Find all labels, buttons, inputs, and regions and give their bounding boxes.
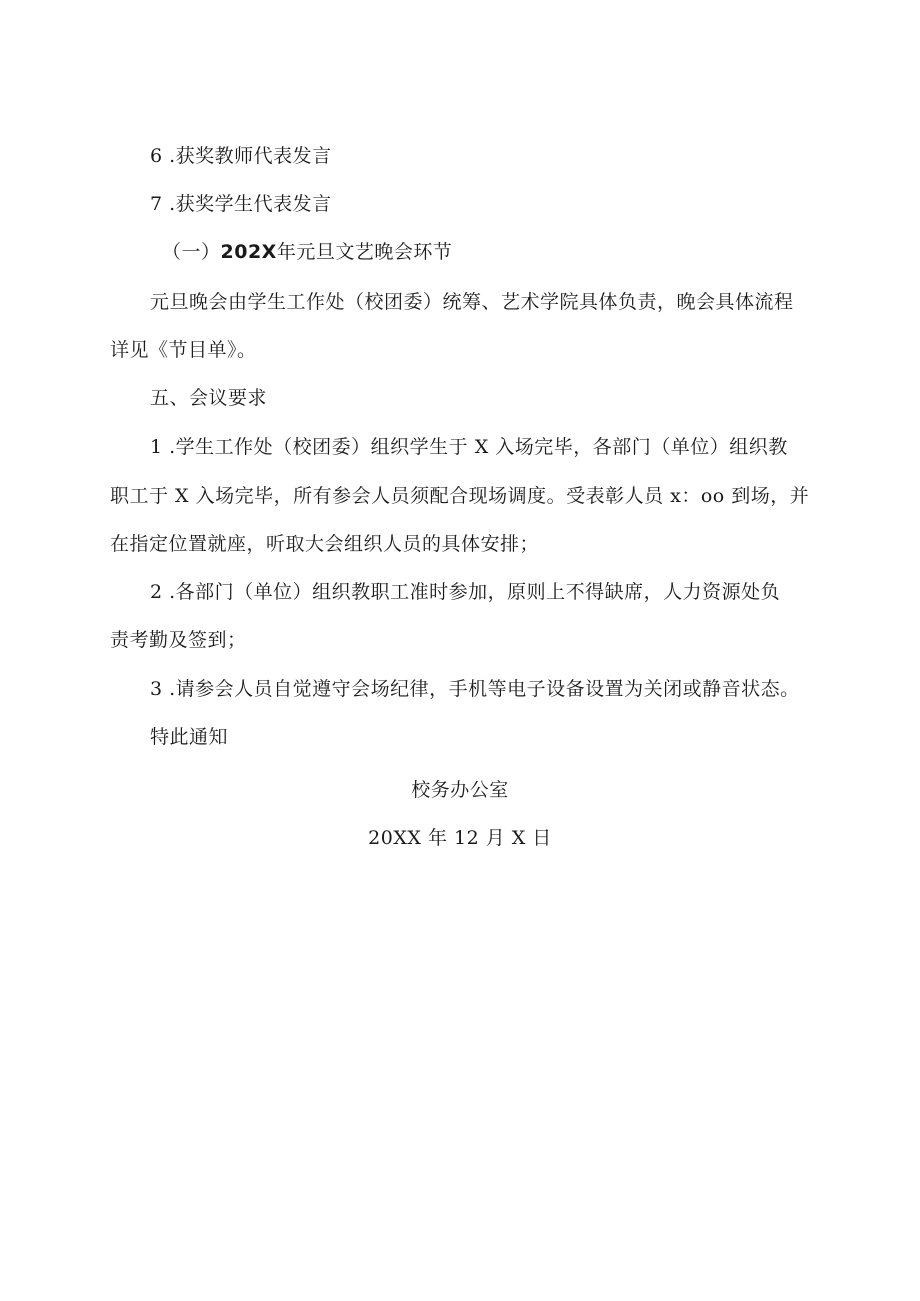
section-gala-rest: 年元旦文艺晚会环节 [276,241,453,263]
requirement-1-line-3: 在指定位置就座，听取大会组织人员的具体安排； [110,533,540,555]
gala-paragraph-line-2: 详见《节目单》。 [110,339,257,361]
requirement-1-line-2: 职工于 X 入场完毕，所有参会人员须配合现场调度。受表彰人员 x：oo 到场，并 [110,485,810,507]
requirement-2-line-2: 责考勤及签到； [110,629,247,651]
section-gala-prefix: （一） [162,241,221,263]
closing-note: 特此通知 [150,726,229,748]
agenda-item-6: 6 .获奖教师代表发言 [150,145,332,167]
signature-date: 20XX 年 12 月 X 日 [368,827,552,849]
section-5-title: 五、会议要求 [150,387,268,409]
section-gala-heading [162,240,452,264]
section-gala-year: 202X [220,241,277,263]
agenda-item-7: 7 .获奖学生代表发言 [150,193,332,215]
signature-organization: 校务办公室 [411,779,509,801]
requirement-2-line-1: 2 .各部门（单位）组织教职工准时参加，原则上不得缺席，人力资源处负 [150,581,781,603]
requirement-1-line-1: 1 .学生工作处（校团委）组织学生于 X 入场完毕，各部门（单位）组织教 [150,436,788,458]
requirement-3-line-1: 3 .请参会人员自觉遵守会场纪律，手机等电子设备设置为关闭或静音状态。 [150,678,800,700]
gala-paragraph-line-1: 元旦晚会由学生工作处（校团委）统筹、艺术学院具体负责，晚会具体流程 [150,291,794,313]
